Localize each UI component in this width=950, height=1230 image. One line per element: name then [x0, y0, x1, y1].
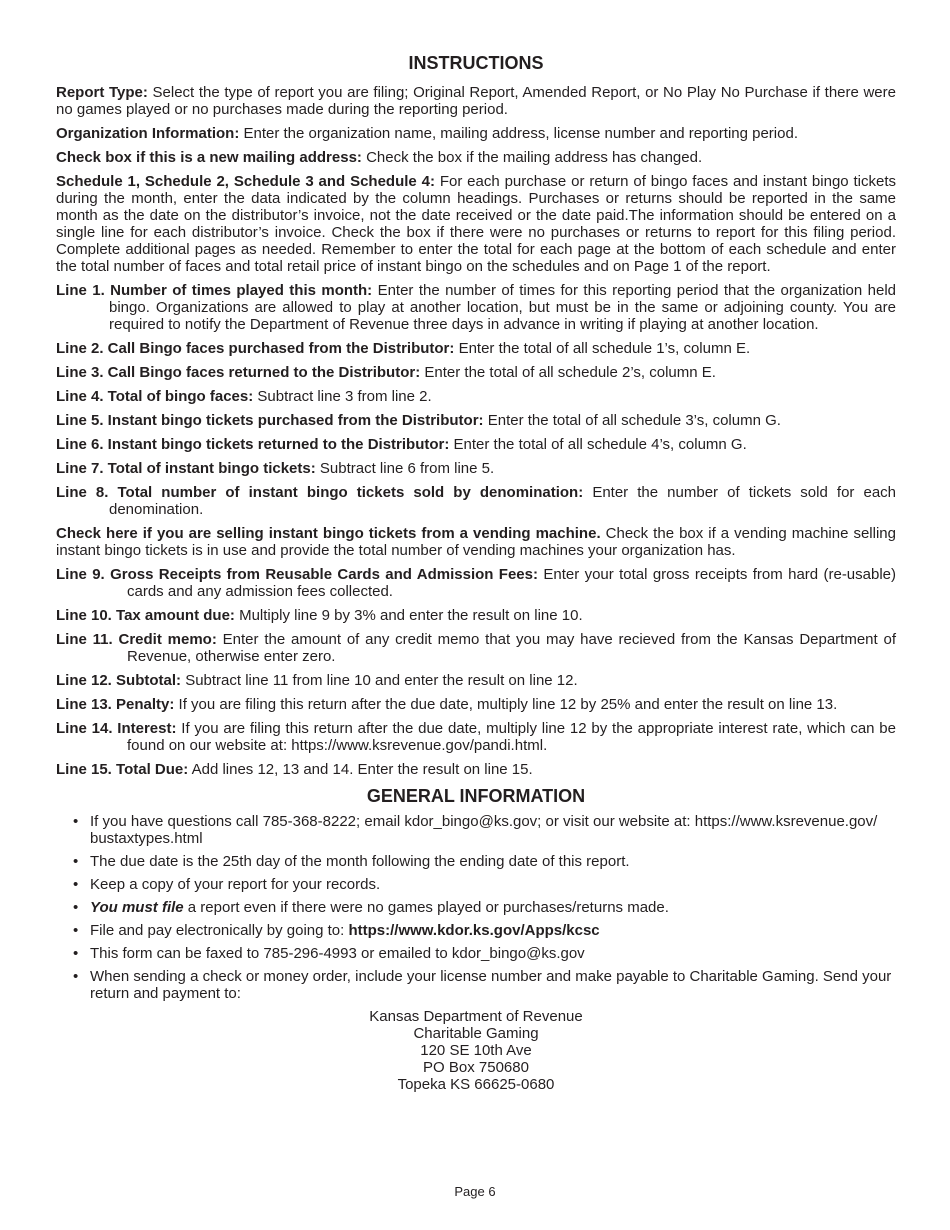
line-6-instruction: [56, 436, 896, 453]
general-info-title: GENERAL INFORMATION: [366, 786, 586, 806]
line-12-instruction: [56, 672, 896, 689]
line-8-instruction: [56, 484, 896, 518]
list-item-text: a report even if there were no games played or purchases/returns made.: [187, 899, 669, 916]
must-file-emphasis: You must file: [90, 899, 184, 916]
paragraph-text: Check the box if a vending machine selling instant bingo tickets is in use and provide the total number of vending machines your organization has.: [56, 525, 896, 559]
report-type-paragraph: [56, 84, 896, 118]
paragraph-text: Enter the organization name, mailing address, license number and reporting period.: [243, 125, 798, 142]
line-text: Enter the number of tickets sold for each denomination.: [109, 484, 897, 518]
bullet: •: [73, 922, 79, 939]
line-text: Multiply line 9 by 3% and enter the result on line 10.: [239, 607, 583, 624]
instructions-page: [56, 52, 896, 1093]
list-item: [56, 899, 896, 916]
line-7-instruction: [56, 460, 896, 477]
list-item-text: File and pay electronically by going to:: [90, 922, 345, 939]
new-address-paragraph: [56, 149, 896, 166]
mailing-address: [56, 1008, 896, 1093]
paragraph-label: Check box if this is a new mailing address:: [56, 149, 362, 166]
list-item-text: If you have questions call 785-368-8222; email kdor_bingo@ks.gov; or visit our website at: https://www.ksrevenue.gov/ bustaxtypes.html: [90, 813, 878, 847]
bullet: •: [73, 945, 79, 962]
line-label: Line 4. Total of bingo faces:: [56, 388, 254, 405]
line-label: Line 5. Instant bingo tickets purchased from the Distributor:: [56, 412, 484, 429]
list-item: [56, 813, 896, 847]
line-label: Line 13. Penalty:: [56, 696, 175, 713]
paragraph-label: Schedule 1, Schedule 2, Schedule 3 and Schedule 4:: [56, 173, 435, 190]
efile-link[interactable]: https://www.kdor.ks.gov/Apps/kcsc: [348, 922, 600, 939]
paragraph-label: Organization Information:: [56, 125, 240, 142]
line-label: Line 14. Interest:: [56, 720, 177, 737]
list-item: [56, 876, 896, 893]
bullet: •: [73, 899, 79, 916]
line-15-instruction: [56, 761, 896, 778]
address-line: 120 SE 10th Ave: [420, 1042, 532, 1059]
line-text: Enter the total of all schedule 1’s, column E.: [458, 340, 751, 357]
list-item: [56, 853, 896, 870]
paragraph-text: Select the type of report you are filing; Original Report, Amended Report, or No Play No Purchase if there were no games played or no purchases made during the reporting period.: [56, 84, 896, 118]
paragraph-text: For each purchase or return of bingo faces and instant bingo tickets during the month, enter the data indicated by the column headings. Purchases or returns should be reported in the same month as the date on the distributor’s invoice, not the date received or the date paid.The information should be entered on a single line for each distributor’s invoice. Check the box if there were no purchases or returns to report for this filing period. Complete additional pages as needed. Remember to enter the total for each page at the bottom of each schedule and enter the total number of faces and total retail price of instant bingo on the schedules and on Page 1 of the report.: [56, 173, 896, 275]
line-text: Enter the total of all schedule 2’s, column E.: [424, 364, 716, 381]
list-item: [56, 945, 896, 962]
line-3-instruction: [56, 364, 896, 381]
address-line: PO Box 750680: [423, 1059, 529, 1076]
address-line: Kansas Department of Revenue: [369, 1008, 583, 1025]
line-text: Enter the total of all schedule 3’s, column G.: [487, 412, 781, 429]
line-1-instruction: [56, 282, 896, 333]
line-text: Subtract line 6 from line 5.: [319, 460, 495, 477]
line-9-instruction: [56, 566, 896, 600]
list-item: [56, 968, 896, 1002]
line-13-instruction: [56, 696, 896, 713]
address-line: Charitable Gaming: [413, 1025, 539, 1042]
list-item: [56, 922, 896, 939]
paragraph-label: Check here if you are selling instant bingo tickets from a vending machine.: [56, 525, 601, 542]
line-text: Add lines 12, 13 and 14. Enter the result on line 15.: [191, 761, 533, 778]
line-text: Enter the total of all schedule 4’s, column G.: [453, 436, 747, 453]
line-label: Line 9. Gross Receipts from Reusable Cards and Admission Fees:: [56, 566, 538, 583]
vending-machine-paragraph: [56, 525, 896, 559]
line-label: Line 15. Total Due:: [56, 761, 189, 778]
general-info-list: [56, 813, 896, 1002]
page-number: Page 6: [454, 1184, 496, 1199]
line-text: Subtract line 3 from line 2.: [257, 388, 432, 405]
list-item-text: This form can be faxed to 785-296-4993 or emailed to kdor_bingo@ks.gov: [90, 945, 585, 962]
line-label: Line 2. Call Bingo faces purchased from the Distributor:: [56, 340, 455, 357]
line-text: Subtract line 11 from line 10 and enter the result on line 12.: [185, 672, 578, 689]
line-11-instruction: [56, 631, 896, 665]
line-label: Line 10. Tax amount due:: [56, 607, 235, 624]
line-label: Line 6. Instant bingo tickets returned to the Distributor:: [56, 436, 450, 453]
page-title: INSTRUCTIONS: [408, 53, 544, 73]
schedules-paragraph: [56, 173, 896, 275]
line-10-instruction: [56, 607, 896, 624]
bullet: •: [73, 968, 79, 985]
line-14-instruction: [56, 720, 896, 754]
bullet: •: [73, 876, 79, 893]
paragraph-label: Report Type:: [56, 84, 148, 101]
list-item-text: Keep a copy of your report for your records.: [90, 876, 381, 893]
org-info-paragraph: [56, 125, 896, 142]
line-text: If you are filing this return after the due date, multiply line 12 by 25% and enter the result on line 13.: [178, 696, 838, 713]
paragraph-text: Check the box if the mailing address has changed.: [366, 149, 703, 166]
line-label: Line 8. Total number of instant bingo tickets sold by denomination:: [56, 484, 584, 501]
list-item-text: The due date is the 25th day of the month following the ending date of this report.: [90, 853, 630, 870]
line-2-instruction: [56, 340, 896, 357]
list-item-text: When sending a check or money order, include your license number and make payable to Charitable Gaming. Send your return and payment to:: [90, 968, 892, 1002]
line-text: Enter the amount of any credit memo that you may have recieved from the Kansas Department of Revenue, otherwise enter zero.: [127, 631, 897, 665]
line-label: Line 11. Credit memo:: [56, 631, 217, 648]
bullet: •: [73, 813, 79, 830]
line-label: Line 7. Total of instant bingo tickets:: [56, 460, 316, 477]
line-label: Line 3. Call Bingo faces returned to the Distributor:: [56, 364, 421, 381]
line-text: Enter the number of times for this reporting period that the organization held bingo. Organizations are allowed to play at another location, but must be in the same or adjoining county. You are required to notify the Department of Revenue three days in advance in writing if playing at another location.: [109, 282, 896, 333]
line-label: Line 1. Number of times played this month:: [56, 282, 373, 299]
bullet: •: [73, 853, 79, 870]
address-line: Topeka KS 66625-0680: [397, 1076, 555, 1093]
line-4-instruction: [56, 388, 896, 405]
line-text: Enter your total gross receipts from hard (re-usable) cards and any admission fees collected.: [127, 566, 897, 600]
line-5-instruction: [56, 412, 896, 429]
line-label: Line 12. Subtotal:: [56, 672, 182, 689]
line-text: If you are filing this return after the due date, multiply line 12 by the appropriate interest rate, which can be found on our website at: https://www.ksrevenue.gov/pandi.html.: [127, 720, 896, 754]
